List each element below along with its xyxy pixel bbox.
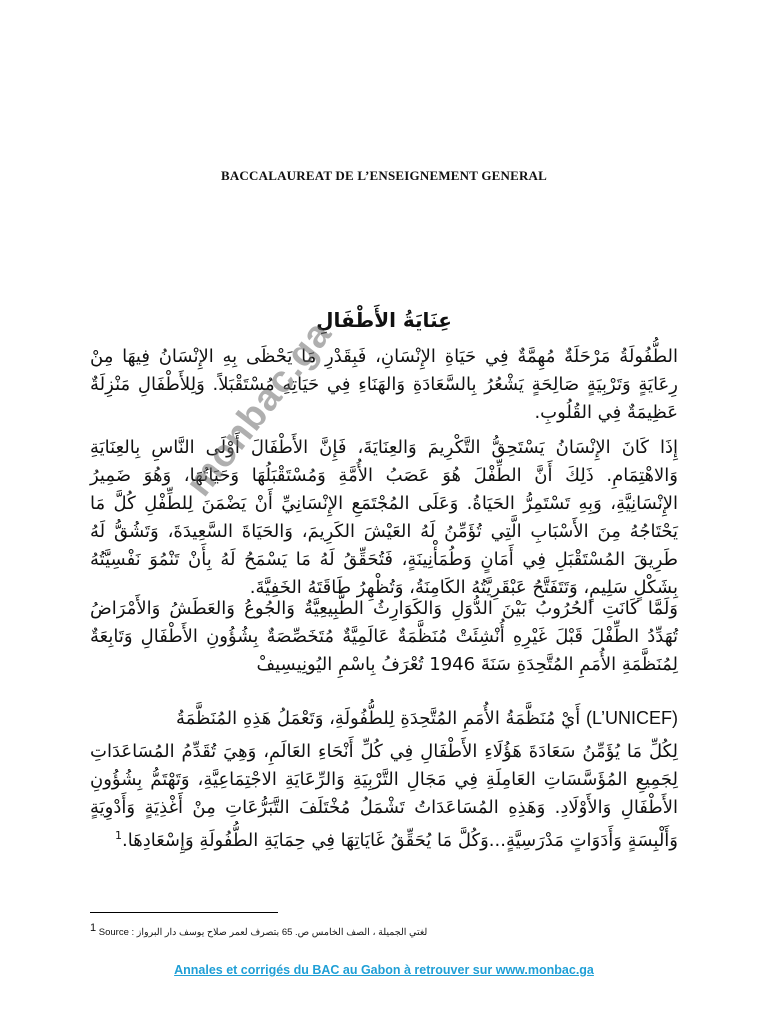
- paragraph-5: [90, 738, 678, 855]
- unicef-acronym: (L’UNICEF): [585, 708, 678, 728]
- footer-website-link[interactable]: Annales et corrigés du BAC au Gabon à retrouver sur www.monbac.ga: [174, 963, 594, 977]
- paragraph-5-text: لِكُلِّ مَا يُؤَمِّنُ سَعَادَةَ هَؤُلَاءِ الأَطْفَالِ فِي كُلِّ أَنْحَاءِ العَالَمِ، وَهِيَ تُقَدِّمُ المُسَاعَدَاتِ لِجَمِيعِ المُؤَسَّسَاتِ العَامِلَةِ فِي مَجَالِ التَّرْبِيَةِ وَالرِّعَايَةِ الاجْتِمَاعِيَّةِ، وَتَهْتَمُّ بِشُؤُونِ الأَطْفَالِ وَالأَوْلَادِ. وَهَذِهِ المُسَاعَدَاتُ تَشْمَلُ مُخْتَلَفَ التَّبَرُّعَاتِ مِنْ أَغْذِيَةٍ وَأَدْوِيَةٍ وَأَلْبِسَةٍ وَأَدَوَاتٍ مَدْرَسِيَّةٍ...وَكُلَّ مَا يُحَقِّقُ غَايَاتِهَا فِي حِمَايَةِ الطُّفُولَةِ وَإِسْعَادِهَا.: [90, 741, 678, 851]
- article-title: عِنَايَةُ الأَطْفَالِ: [316, 308, 452, 332]
- footnote-number: 1: [90, 922, 97, 934]
- watermark: monbac.ga: [178, 313, 341, 505]
- paragraph-3: وَلَمَّا كَانَتِ الحُرُوبُ بَيْنَ الدُّوَلِ وَالكَوَارِثُ الطَّبِيعِيَّةُ وَالجُوعُ وَالعَطَشُ وَالأَمْرَاضُ تُهَدِّدُ الطِّفْلَ قَبْلَ غَيْرِهِ أُنْشِئَتْ مُنَظَّمَةٌ عَالَمِيَّةٌ مُتَخَصِّصَةٌ بِشُؤُونِ الأَطْفَالِ وَتَابِعَةٌ لِمُنَظَّمَةِ الأُمَمِ المُتَّحِدَةِ سَنَةَ 1946 تُعْرَفُ بِاسْمِ اليُونِيسِيفْ: [90, 598, 678, 675]
- footnote-source: لغتي الجميلة ، الصف الخامس ص. 65 بتصرف لعمر صلاح يوسف دار البرواز: [136, 927, 428, 939]
- footnote-reference: 1: [115, 829, 123, 842]
- paragraph-4-text: أَيْ مُنَظَّمَةُ الأُمَمِ المُتَّحِدَةِ لِلطُّفُولَةِ، وَتَعْمَلُ هَذِهِ المُنَظَّمَةُ: [176, 708, 581, 729]
- footnote-label: Source :: [98, 927, 135, 939]
- footnote: [90, 922, 427, 938]
- paragraph-1: الطُّفُولَةُ مَرْحَلَةٌ مُهِمَّةٌ فِي حَيَاةِ الإِنْسَانِ، فَبِقَدْرِ مَا يَحْظَى بِهِ الإِنْسَانُ فِيهَا مِنْ رِعَايَةٍ وَتَرْبِيَةٍ صَالِحَةٍ يَشْعُرُ بِالسَّعَادَةِ وَالهَنَاءِ فِي حَيَاتِهِ مُسْتَقْبَلاً. وَلِلأَطْفَالِ مَنْزِلَةٌ عَظِيمَةٌ فِي القُلُوبِ.: [90, 346, 678, 423]
- paragraph-2: إِذَا كَانَ الإِنْسَانُ يَسْتَحِقُّ التَّكْرِيمَ وَالعِنَايَةَ، فَإِنَّ الأَطْفَالَ أَوْلَى النَّاسِ بِالعِنَايَةِ وَالاهْتِمَامِ. ذَلِكَ أَنَّ الطِّفْلَ هُوَ عَصَبُ الأُمَّةِ وَمُسْتَقْبَلُهَا وَحَيَاتُهَا، وَهُوَ ضَمِيرُ الإِنْسَانِيَّةِ، وَبِهِ تَسْتَمِرُّ الحَيَاةُ. وَعَلَى المُجْتَمَعِ الإِنْسَانِيِّ أَنْ يَضْمَنَ لِلطِّفْلِ كُلَّ مَا يَحْتَاجُهُ مِنَ الأَسْبَابِ الَّتِي تُؤَمِّنُ لَهُ العَيْشَ الكَرِيمَ، وَالحَيَاةَ السَّعِيدَةَ، وَتَشُقُّ لَهُ طَرِيقَ المُسْتَقْبَلِ فِي أَمَانٍ وَطُمَأْنِينَةٍ، فَتُحَقِّقُ لَهُ مَا يَسْمَحُ لَهُ بِأَنْ تَنْمُوَ نَفْسِيَّتُهُ بِشَكْلٍ سَلِيمٍ، وَتَتَفَتَّحُ عَبْقَرِيَّتُهُ الكَامِنَةُ، وَتُظْهِرُ طَاقَتَهُ الخَفِيَّةَ.: [90, 437, 678, 598]
- exam-header-title: BACCALAUREAT DE L’ENSEIGNEMENT GENERAL: [220, 168, 548, 183]
- paragraph-4: [90, 704, 678, 733]
- footnote-divider: [90, 912, 278, 913]
